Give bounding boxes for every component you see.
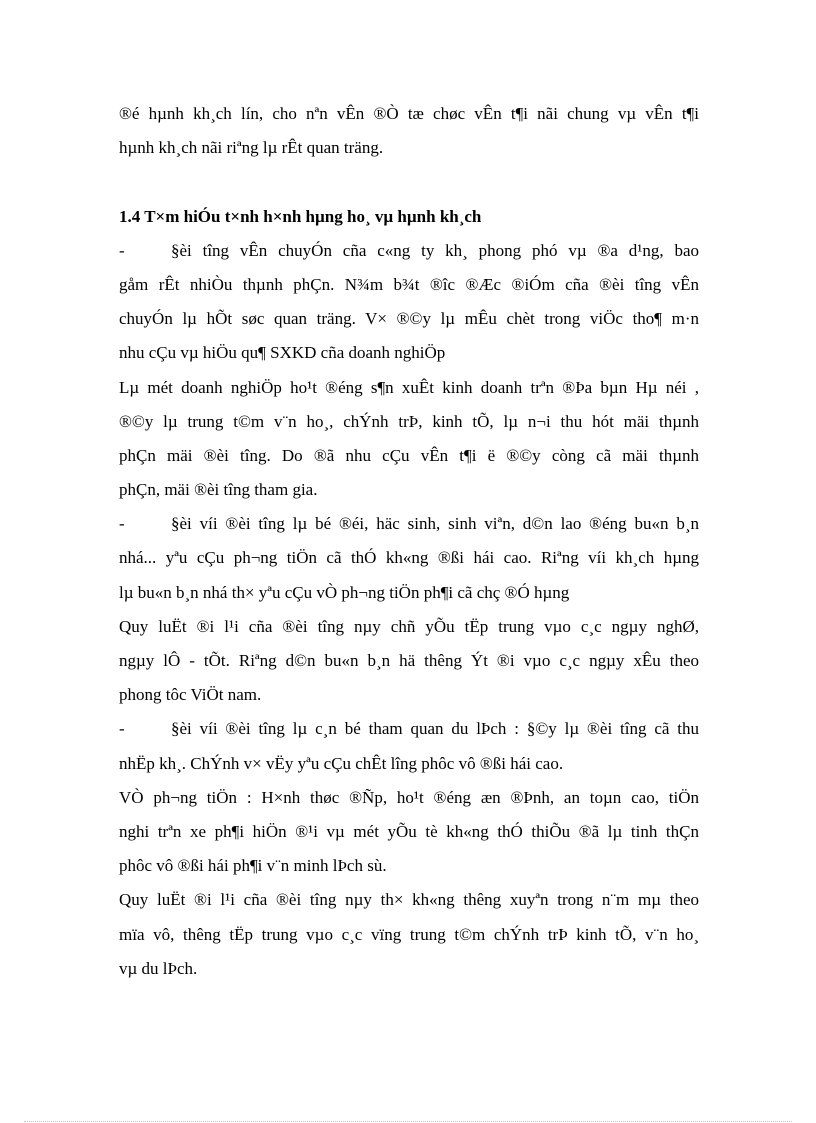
- bullet-marker: -: [119, 514, 125, 534]
- text-line: lµ bu«n b¸n nhá th× yªu cÇu vÒ ph¬ng tiÖn ph¶i cã chç ®Ó hµng: [119, 582, 570, 602]
- text-line: nhu cÇu vµ hiÖu qu¶ SXKD cña doanh nghiÖp: [119, 343, 446, 363]
- bullet-text: §èi tîng vÊn chuyÓn cña c«ng ty kh¸ phong phó vµ ®a d¹ng, bao: [171, 240, 699, 260]
- text-line: chuyÓn lµ hÕt søc quan träng. V× ®©y lµ mÊu chèt trong viÖc tho¶ m·n: [119, 309, 699, 329]
- bullet-text: §èi víi ®èi tîng lµ c¸n bé tham quan du lÞch : §©y lµ ®èi tîng cã thu: [171, 719, 699, 739]
- text-line: phÇn, mäi ®èi tîng tham gia.: [119, 480, 318, 500]
- text-line: phÇn mäi ®èi tîng. Do ®ã nhu cÇu vÊn t¶i ë ®©y còng cã mäi thµnh: [119, 445, 699, 465]
- text-line: Lµ mét doanh nghiÖp ho¹t ®éng s¶n xuÊt kinh doanh trªn ®Þa bµn Hµ néi ,: [119, 377, 699, 397]
- text-line: Quy luËt ®i l¹i cña ®èi tîng nµy th× kh«ng thêng xuyªn trong n¨m mµ theo: [119, 890, 699, 910]
- bullet-marker: -: [119, 240, 125, 260]
- text-line: ngµy lÔ - tÕt. Riªng d©n bu«n b¸n hä thêng Ýt ®i vµo c¸c ngµy xÊu theo: [119, 651, 699, 670]
- text-line: mïa vô, thêng tËp trung vµo c¸c vïng trung t©m chÝnh trÞ kinh tÕ, v¨n ho¸: [119, 924, 699, 944]
- text-line: ®©y lµ trung t©m v¨n ho¸, chÝnh trÞ, kinh tÕ, lµ n¬i thu hót mäi thµnh: [119, 411, 699, 431]
- text-line: gåm rÊt nhiÒu thµnh phÇn. N¾m b¾t ®îc ®Æc ®iÓm cña ®èi tîng vÊn: [119, 274, 699, 294]
- text-line: VÒ ph¬ng tiÖn : H×nh thøc ®Ñp, ho¹t ®éng æn ®Þnh, an toµn cao, tiÖn: [119, 787, 699, 807]
- bullet-line: [119, 507, 699, 541]
- bullet-line: [119, 712, 699, 746]
- text-line: phôc vô ®ßi hái ph¶i v¨n minh lÞch sù.: [119, 856, 387, 876]
- text-line: hµnh kh¸ch nãi riªng lµ rÊt quan träng.: [119, 138, 384, 158]
- text-line: vµ du lÞch.: [119, 958, 198, 978]
- text-line: phong tôc ViÖt nam.: [119, 685, 262, 705]
- bullet-text: §èi víi ®èi tîng lµ bé ®éi, häc sinh, sinh viªn, d©n lao ®éng bu«n b¸n: [171, 514, 699, 534]
- text-line: nhËp kh¸. ChÝnh v× vËy yªu cÇu chÊt lîng phôc vô ®ßi hái cao.: [119, 753, 564, 773]
- bullet-marker: -: [119, 719, 125, 739]
- text-line: Quy luËt ®i l¹i cña ®èi tîng nµy chñ yÕu tËp trung vµo c¸c ngµy nghØ,: [119, 616, 699, 636]
- text-line: nhá... yªu cÇu ph¬ng tiÖn cã thÓ kh«ng ®ßi hái cao. Riªng víi kh¸ch hµng: [119, 548, 699, 568]
- bullet-line: [119, 234, 699, 268]
- section-heading: 1.4 T×m hiÓu t×nh h×nh hµng ho¸ vµ hµnh kh¸ch: [119, 206, 482, 226]
- page-bottom-divider: [24, 1121, 792, 1122]
- text-line: nghi trªn xe ph¶i hiÖn ®¹i vµ mét yÕu tè kh«ng thÓ thiÕu ®ã lµ tinh thÇn: [119, 821, 699, 841]
- spacer: [119, 165, 699, 199]
- document-page: [119, 97, 699, 986]
- text-line: ®é hµnh kh¸ch lín, cho nªn vÊn ®Ò tæ chøc vÊn t¶i nãi chung vµ vÊn t¶i: [119, 104, 699, 123]
